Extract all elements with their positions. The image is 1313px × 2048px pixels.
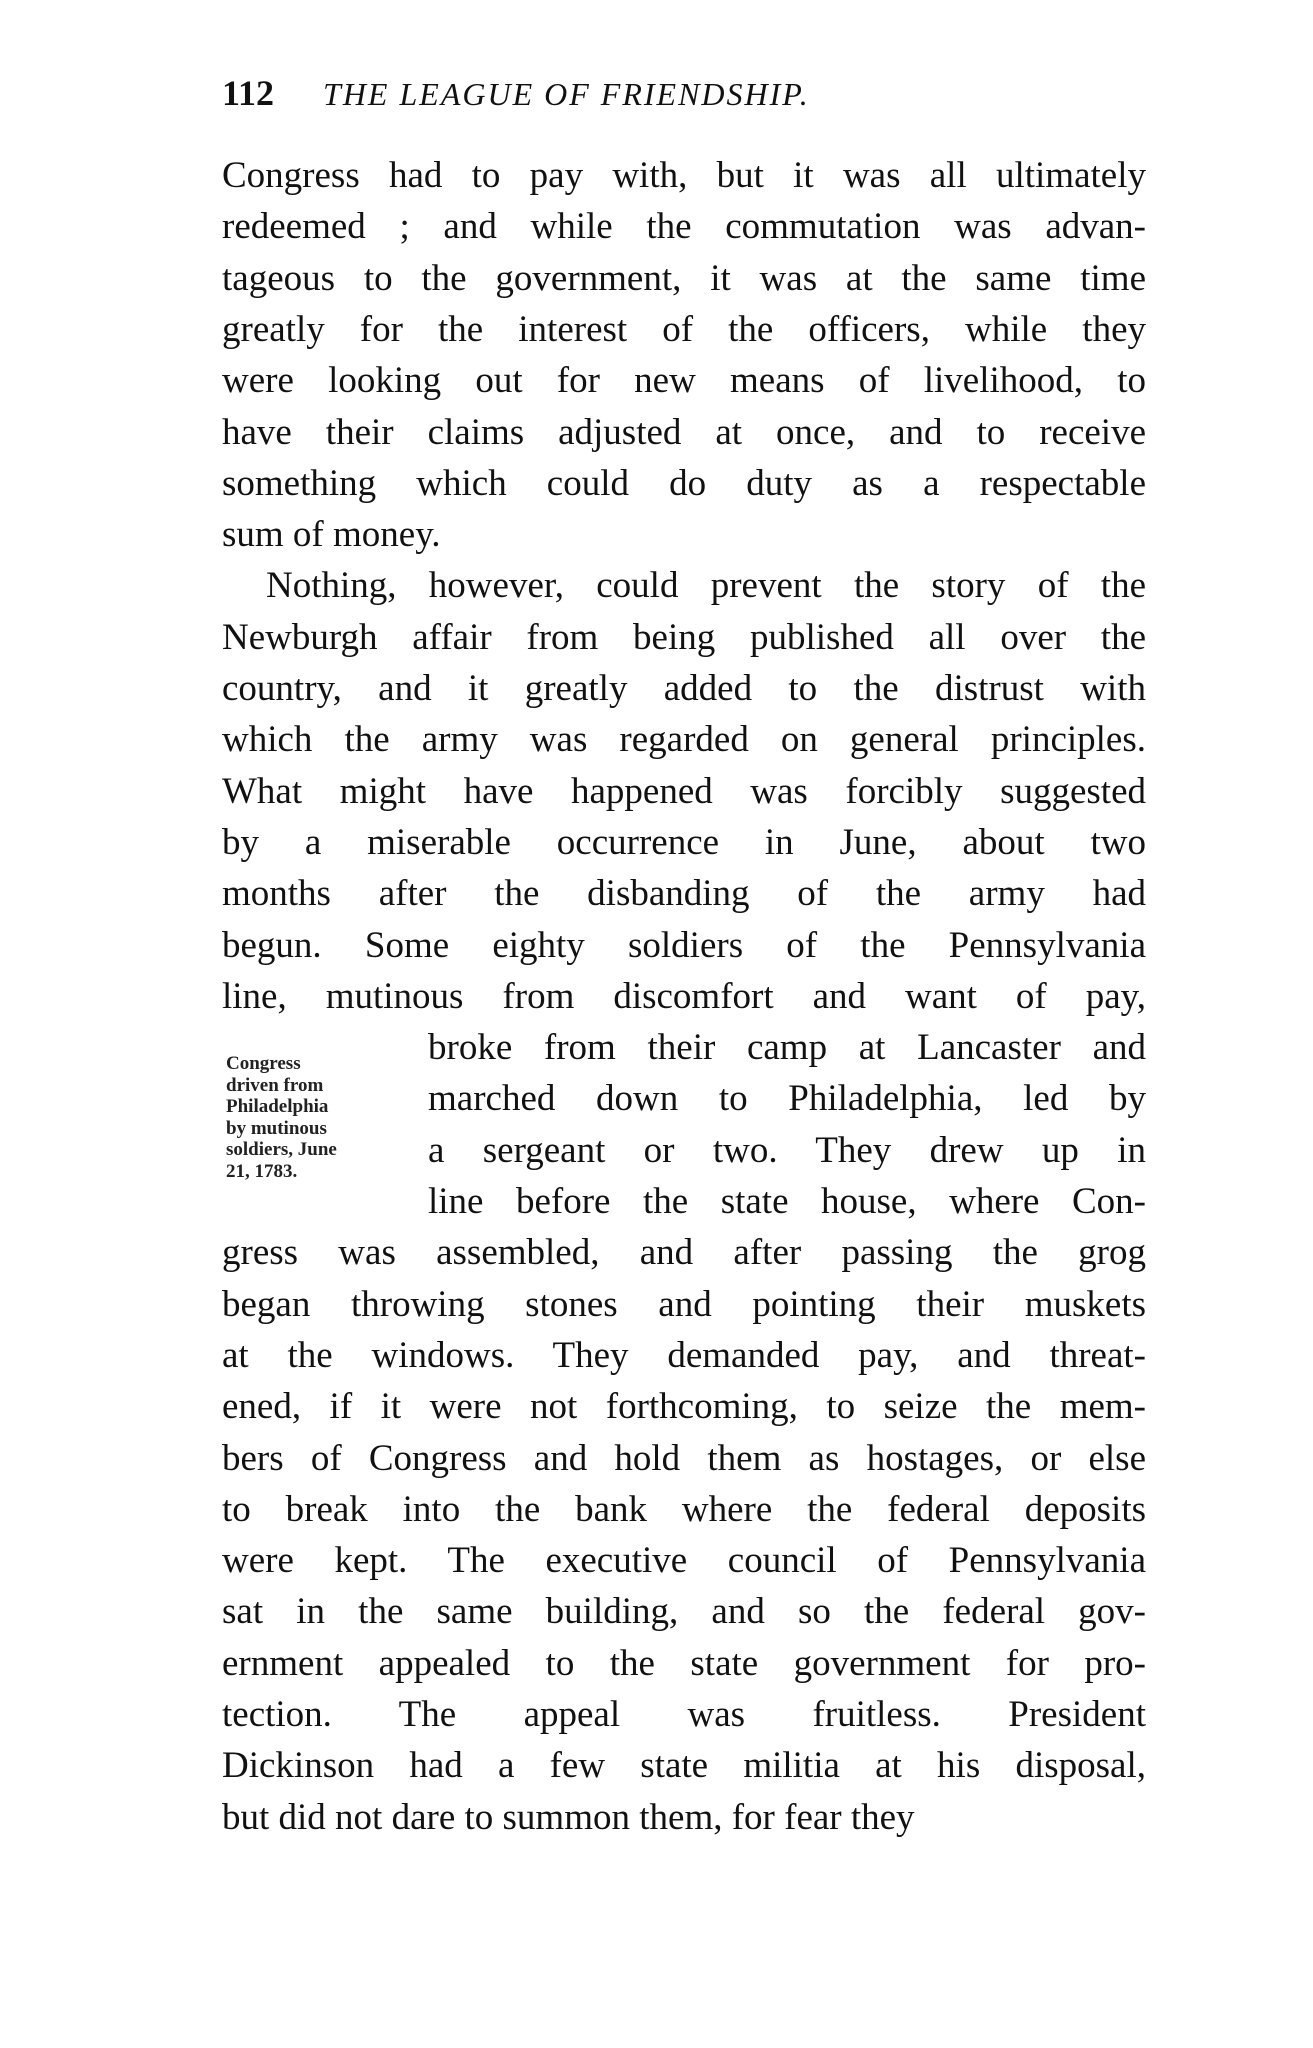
text-line: gress was assembled, and after passing the grog (222, 1232, 1146, 1274)
running-title: THE LEAGUE OF FRIENDSHIP. (323, 76, 810, 112)
text-line: country, and it greatly added to the distrust with (222, 668, 1146, 709)
text-line: sat in the same building, and so the federal gov- (222, 1591, 1146, 1633)
text-line: sum of money. (222, 514, 441, 556)
sidenote-line: soldiers, June (226, 1139, 337, 1160)
sidenote-line: by mutinous (226, 1117, 327, 1139)
text-line: redeemed ; and while the commutation was advan- (222, 206, 1146, 248)
text-line: by a miserable occurrence in June, about two (222, 821, 1146, 863)
text-line: ened, if it were not forthcoming, to seize the mem- (222, 1386, 1146, 1428)
text-line: Nothing, however, could prevent the story of the (266, 565, 1146, 607)
text-line: to break into the bank where the federal deposits (222, 1488, 1146, 1530)
text-line: Congress had to pay with, but it was all ultimately (222, 155, 1146, 196)
text-line: began throwing stones and pointing their muskets (222, 1283, 1146, 1325)
text-line: line, mutinous from discomfort and want of pay, (222, 975, 1146, 1017)
text-line: but did not dare to summon them, for fear they (222, 1796, 915, 1838)
text-line: were kept. The executive council of Pennsylvania (222, 1540, 1146, 1582)
sidenote-line: driven from (226, 1074, 324, 1096)
margin-sidenote (226, 1053, 337, 1182)
text-line: tageous to the government, it was at the same time (222, 257, 1146, 299)
text-line: tection. The appeal was fruitless. President (222, 1694, 1146, 1735)
text-line: marched down to Philadelphia, led by (428, 1078, 1146, 1120)
text-line: greatly for the interest of the officers, while they (222, 308, 1146, 350)
text-line: at the windows. They demanded pay, and threat- (222, 1334, 1146, 1376)
text-line: were looking out for new means of livelihood, to (222, 360, 1146, 402)
running-header (222, 72, 1152, 114)
text-line: a sergeant or two. They drew up in (428, 1129, 1146, 1171)
text-line: begun. Some eighty soldiers of the Pennsylvania (222, 924, 1146, 966)
text-line: line before the state house, where Con- (428, 1181, 1146, 1222)
text-line: broke from their camp at Lancaster and (428, 1027, 1146, 1069)
sidenote-line: 21, 1783. (226, 1160, 298, 1182)
text-line: something which could do duty as a respectable (222, 462, 1146, 504)
text-line: have their claims adjusted at once, and to receive (222, 411, 1146, 453)
text-line: which the army was regarded on general principles. (222, 719, 1146, 761)
page-number: 112 (222, 73, 275, 113)
text-line: Newburgh affair from being published all over the (222, 616, 1146, 658)
text-line: months after the disbanding of the army had (222, 873, 1146, 915)
text-line: bers of Congress and hold them as hostages, or else (222, 1437, 1146, 1479)
text-line: Dickinson had a few state militia at his disposal, (222, 1745, 1146, 1787)
text-line: ernment appealed to the state government for pro- (222, 1642, 1146, 1684)
sidenote-line: Congress (226, 1053, 301, 1074)
text-line: What might have happened was forcibly suggested (222, 770, 1146, 812)
sidenote-line: Philadelphia (226, 1096, 329, 1117)
